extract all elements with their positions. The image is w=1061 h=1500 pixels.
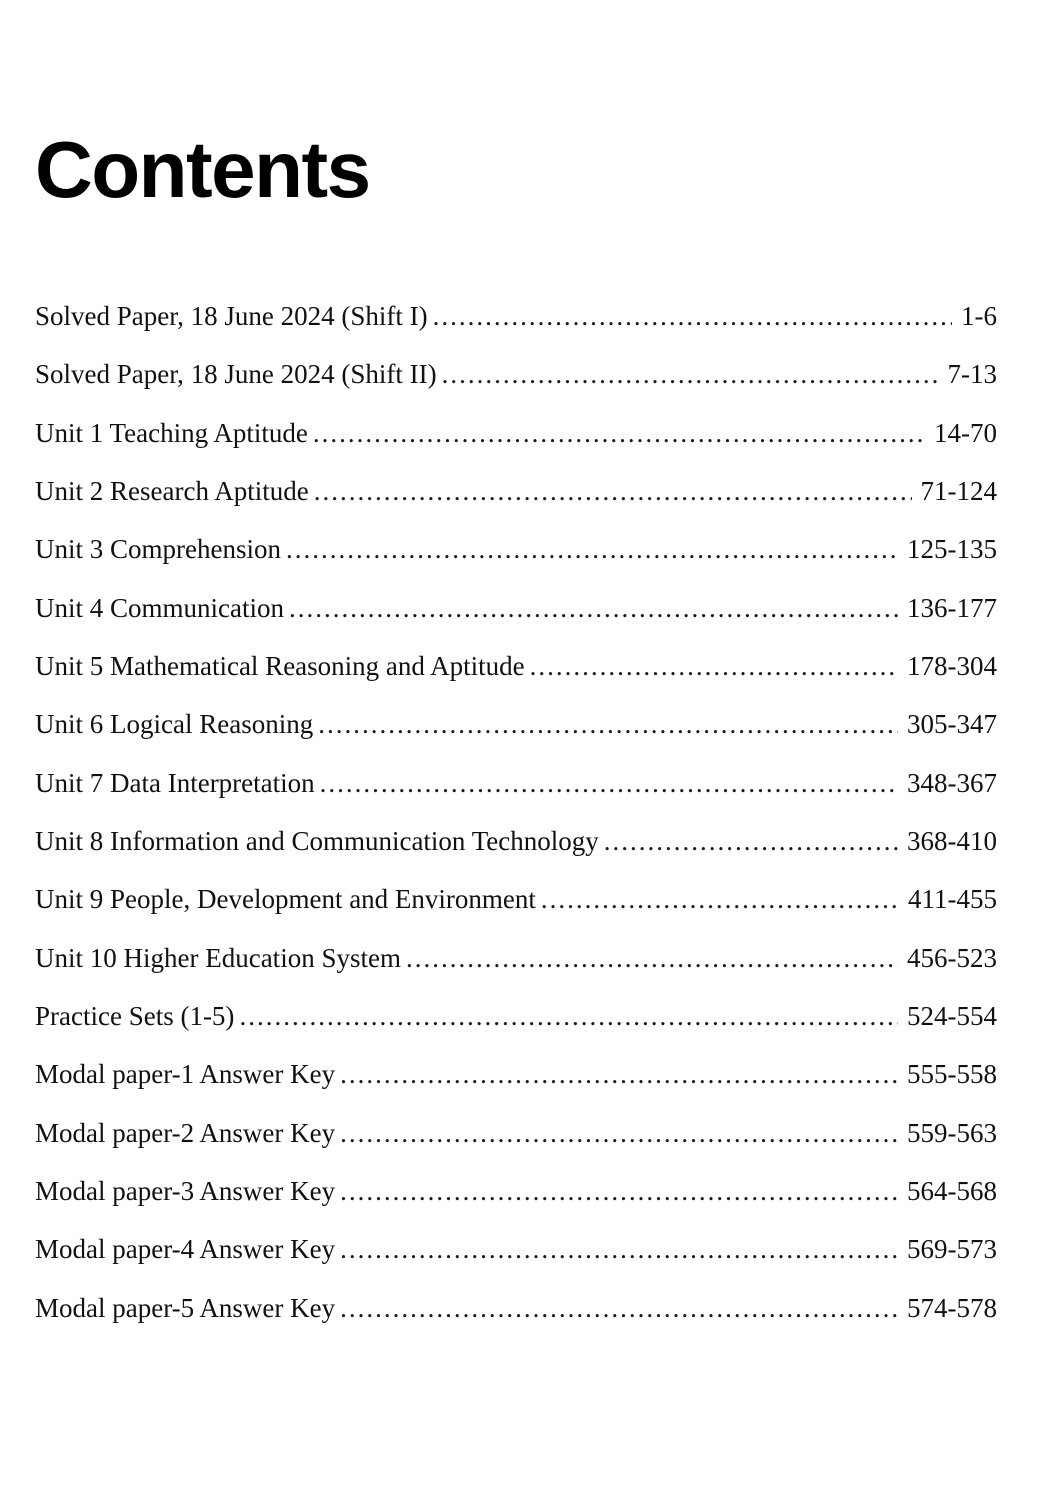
toc-entry-pages: 564-568 (907, 1175, 997, 1206)
dot-leader (340, 1279, 898, 1337)
toc-entry (35, 870, 997, 928)
dot-leader (313, 404, 925, 462)
dot-leader (289, 579, 898, 637)
toc-entry-pages: 7-13 (947, 359, 997, 390)
dot-leader (442, 345, 939, 403)
toc-entry-label: Modal paper-5 Answer Key (35, 1292, 336, 1323)
dot-leader (318, 695, 898, 753)
toc-entry (35, 1045, 997, 1103)
dot-leader (340, 1162, 898, 1220)
toc-entry-pages: 555-558 (907, 1059, 997, 1090)
toc-entry-label: Unit 6 Logical Reasoning (35, 709, 314, 740)
dot-leader (340, 1220, 898, 1278)
toc-entry (35, 1162, 997, 1220)
toc-entry-label: Unit 1 Teaching Aptitude (35, 417, 308, 448)
toc-entry-label: Modal paper-3 Answer Key (35, 1175, 336, 1206)
dot-leader (604, 812, 898, 870)
toc-entry-label: Solved Paper, 18 June 2024 (Shift II) (35, 359, 437, 390)
toc-entry-pages: 456-523 (907, 942, 997, 973)
toc-entry (35, 637, 997, 695)
toc-entry-label: Unit 9 People, Development and Environment (35, 884, 536, 915)
toc-entry-pages: 178-304 (907, 650, 997, 681)
toc-entry (35, 1279, 997, 1337)
toc-entry (35, 1220, 997, 1278)
toc-entry (35, 812, 997, 870)
toc-entry (35, 404, 997, 462)
dot-leader (314, 462, 912, 520)
toc-entry (35, 520, 997, 578)
toc-entry (35, 462, 997, 520)
toc-entry-label: Unit 4 Communication (35, 592, 284, 623)
toc-entry-pages: 574-578 (907, 1292, 997, 1323)
dot-leader (340, 1045, 898, 1103)
dot-leader (286, 520, 898, 578)
toc-entry (35, 579, 997, 637)
toc-entry-pages: 559-563 (907, 1117, 997, 1148)
toc-entry-label: Unit 7 Data Interpretation (35, 767, 315, 798)
dot-leader (530, 637, 898, 695)
toc-entry-pages: 136-177 (907, 592, 997, 623)
toc-entry-label: Unit 8 Information and Communication Technology (35, 825, 599, 856)
dot-leader (433, 287, 952, 345)
dot-leader (320, 754, 898, 812)
toc-entry (35, 929, 997, 987)
toc-entry (35, 1104, 997, 1162)
toc-entry-label: Unit 10 Higher Education System (35, 942, 401, 973)
page-title: Contents (35, 125, 370, 214)
toc-entry-label: Practice Sets (1-5) (35, 1000, 235, 1031)
toc-entry-pages: 524-554 (907, 1000, 997, 1031)
toc-entry-label: Unit 2 Research Aptitude (35, 475, 309, 506)
toc-entry-pages: 14-70 (934, 417, 997, 448)
toc-entry-pages: 411-455 (908, 884, 997, 915)
dot-leader (239, 987, 898, 1045)
toc-entry-pages: 305-347 (907, 709, 997, 740)
toc-entry (35, 754, 997, 812)
table-of-contents (35, 287, 997, 1337)
toc-entry-label: Unit 5 Mathematical Reasoning and Aptitude (35, 650, 525, 681)
toc-entry-label: Modal paper-4 Answer Key (35, 1234, 336, 1265)
toc-entry (35, 695, 997, 753)
toc-entry-pages: 569-573 (907, 1234, 997, 1265)
toc-entry-pages: 71-124 (920, 475, 997, 506)
toc-entry-label: Unit 3 Comprehension (35, 534, 281, 565)
toc-entry (35, 987, 997, 1045)
toc-entry (35, 287, 997, 345)
toc-entry-pages: 1-6 (961, 301, 997, 331)
dot-leader (340, 1104, 898, 1162)
dot-leader (541, 870, 899, 928)
toc-entry (35, 345, 997, 403)
toc-entry-label: Modal paper-2 Answer Key (35, 1117, 336, 1148)
toc-entry-label: Modal paper-1 Answer Key (35, 1059, 336, 1090)
toc-entry-pages: 368-410 (907, 825, 997, 856)
toc-entry-pages: 125-135 (907, 534, 997, 565)
toc-entry-pages: 348-367 (907, 767, 997, 798)
dot-leader (406, 929, 898, 987)
toc-entry-label: Solved Paper, 18 June 2024 (Shift I) (35, 301, 428, 331)
